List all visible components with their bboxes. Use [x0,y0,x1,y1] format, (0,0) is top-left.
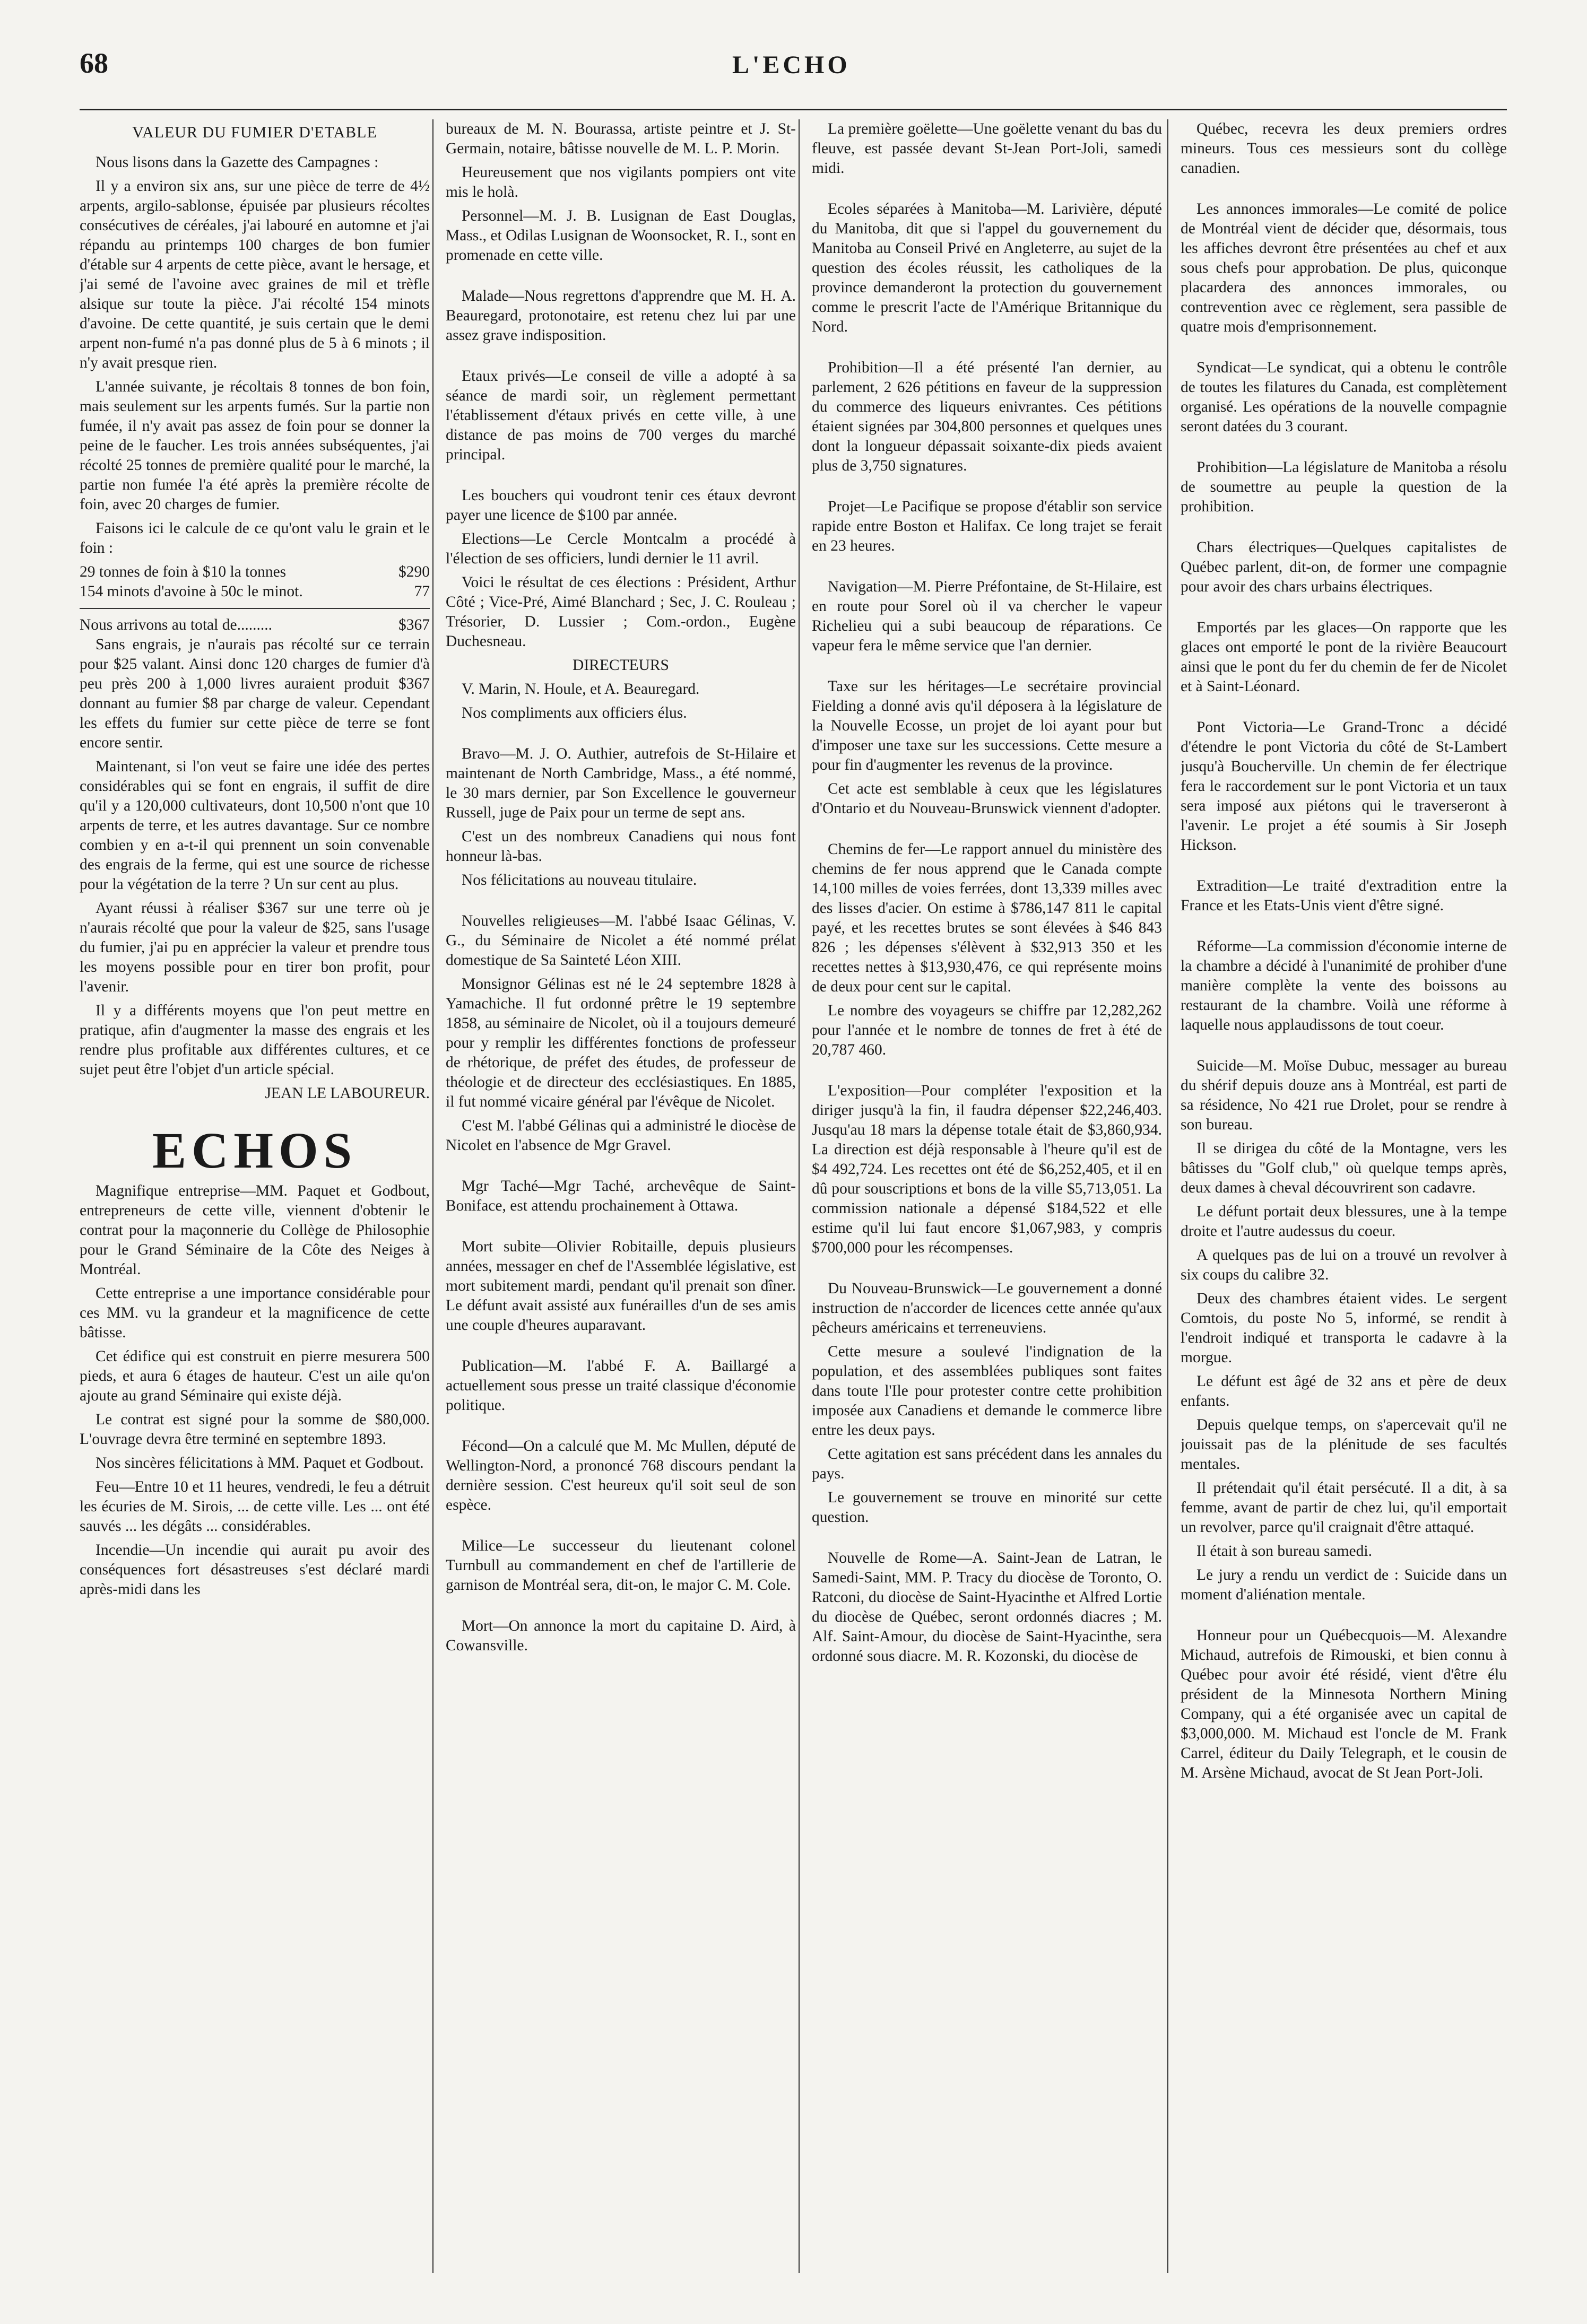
news-item: Personnel—M. J. B. Lusignan de East Douglas, Mass., et Odilas Lusignan de Woonsocket, R. I., sont en promenade en cette ville. [446,207,796,264]
news-item: Le jury a rendu un verdict de : Suicide dans un moment d'aliénation mentale. [1181,1566,1507,1603]
news-item: Emportés par les glaces—On rapporte que les glaces ont emporté le pont de la rivière Beaucourt ainsi que le pont du fer du chemin de fer de Nicolet et à Saint-Léonard. [1181,619,1507,695]
paragraph: Du Nouveau-Brunswick—Le gouvernement a donné instruction de n'accorder de licences cette année qu'aux pêcheurs américains et terreneuviens. [812,1280,1162,1336]
section-title: ECHOS [152,1122,358,1179]
paragraph: Bravo—M. J. O. Authier, autrefois de St-Hilaire et maintenant de North Cambridge, Mass., a été nommé, le 30 mars dernier, par Son Excellence le gouverneur Russell, juge de Paix pour un terme de sept ans. [446,745,796,821]
paragraph: Il se dirigea du côté de la Montagne, vers les bâtisses du "Golf club," où quelque temps après, deux dames à cheval découvrirent son cadavre. [1181,1140,1507,1196]
paragraph: bureaux de M. N. Bourassa, artiste peintre et J. St-Germain, notaire, bâtisse nouvelle de M. L. P. Morin. [446,120,796,157]
paragraph: Magnifique entreprise—MM. Paquet et Godbout, entrepreneurs de cette ville, viennent d'obtenir le contrat pour la maçonnerie du Collège de Philosophie pour le Grand Séminaire de la Côte des Neiges à Montréal. [80,1182,430,1278]
column-divider [799,119,800,2273]
column-4 [1181,119,1507,2284]
news-item: Le gouvernement se trouve en minorité sur cette question. [812,1489,1162,1526]
news-item: La première goëlette—Une goëlette venant du bas du fleuve, est passée devant St-Jean Port-Joli, samedi midi. [812,120,1162,177]
news-item: Pont Victoria—Le Grand-Tronc a décidé d'étendre le pont Victoria du côté de St-Lambert jusqu'à Boucherville. Un chemin de fer électrique fera le raccordement sur le pont Victoria et un taux sera imposé aux piétons qui le traverseront à l'avenir. Le projet a été soumis à Sir Joseph Hickson. [1181,719,1507,854]
paragraph: A quelques pas de lui on a trouvé un revolver à six coups du calibre 32. [1181,1247,1507,1283]
header-rule [80,109,1507,110]
amount-line [80,615,430,635]
page-number: 68 [80,47,108,79]
paragraph: V. Marin, N. Houle, et A. Beauregard. [462,681,700,698]
paragraph: Monsignor Gélinas est né le 24 septembre 1828 à Yamachiche. Il fut ordonné prêtre le 19 septembre 1858, au séminaire de Nicolet, où il a toujours demeuré pour y remplir les différentes fonctions de professeur de rhétorique, de préfet des études, de professeur de théologie et de directeur des ecclésiastiques. En 1885, il fut nommé vicaire général par l'évêque de Nicolet. [446,976,796,1110]
news-item: C'est M. l'abbé Gélinas qui a administré le diocèse de Nicolet en l'absence de Mgr Gravel. [446,1117,796,1154]
news-item: Navigation—M. Pierre Préfontaine, de St-Hilaire, est en route pour Sorel où il va chercher le vapeur Richelieu qui a subi beaucoup de réparations. Ce vapeur fera le même service que l'an dernier. [812,578,1162,654]
paragraph: Depuis quelque temps, on s'apercevait qu'il ne jouissait pas de la plénitude de ses facultés mentales. [1181,1416,1507,1473]
amount-label: 154 minots d'avoine à 50c le minot. [80,583,303,600]
paragraph: Taxe sur les héritages—Le secrétaire provincial Fielding a donné avis qu'il déposera à la législature de la Nouvelle Ecosse, un projet de loi ayant pour but d'imposer une taxe sur les successions. Cette mesure a pour fin d'augmenter les revenus de la province. [812,678,1162,773]
paragraph: Nouvelle de Rome—A. Saint-Jean de Latran, le Samedi-Saint, MM. P. Tracy du diocèse de Toronto, O. Ratconi, du diocèse de Saint-Hyacinthe et Alfred Lortie du diocèse de Québec, seront ordonnés diacres ; M. Alf. Saint-Amour, du diocèse de Saint-Hyacinthe, sera ordonné sous diacre. M. R. Kozonski, du diocèse de [812,1550,1162,1665]
paragraph: Incendie—Un incendie qui aurait pu avoir des conséquences fort désastreuses s'est déclaré mardi après-midi dans les [80,1542,430,1598]
news-item: Mgr Taché—Mgr Taché, archevêque de Saint-Boniface, est attendu prochainement à Ottawa. [446,1178,796,1214]
paragraph: Maintenant, si l'on veut se faire une idée des pertes considérables qui se font en engrais, il suffit de dire qu'il y a 120,000 cultivateurs, dont 10,500 n'ont que 10 arpents de terre, et les autres davantage. Sur ce nombre combien y en a-t-il qui prennent un soin convenable des engrais de la ferme, qui est une source de richesse pour la végétation de la terre ? Un sur cent au plus. [80,758,430,893]
paragraph: Il était à son bureau samedi. [1196,1543,1372,1560]
paragraph: Nous lisons dans la Gazette des Campagnes : [96,154,379,171]
column-divider [1167,119,1168,2273]
article-heading: VALEUR DU FUMIER D'ETABLE [132,124,377,141]
paragraph: Il y a environ six ans, sur une pièce de terre de 4½ arpents, argilo-sablonse, épuisée par plusieurs récoltes consécutives de céréales, j'ai labouré en automne et j'ai répandu au printemps 100 charges de bon fumier d'étable sur 4 arpents de cette pièce, avant le hersage, et j'ai semé de l'avoine avec graines de mil et trèfle alsique sur toute la pièce. J'ai récolté 154 minots d'avoine. De cette quantité, je suis certain que le demi arpent non-fumé n'a pas donné plus de 5 à 6 minots ; il n'y avait presque rien. [80,178,430,371]
amount-label: Nous arrivons au total de......... [80,616,272,633]
paragraph: Sans engrais, je n'aurais pas récolté sur ce terrain pour $25 valant. Ainsi donc 120 charges de fumier d'à peu près 200 à 1,000 livres auraient produit $367 donnant au fumier $8 par charge de valeur. Cependant les effets du fumier sur cette pièce de terre se font encore sentir. [80,636,430,751]
paragraph: Ayant réussi à réaliser $367 sur une terre où je n'aurais récolté que pour la valeur de $25, sans l'usage du fumier, j'ai pu en apprécier la valeur et prendre tous les moyens possible pour en tirer bon profit, pour l'avenir. [80,900,430,995]
news-item: Fécond—On a calculé que M. Mc Mullen, député de Wellington-Nord, a prononcé 768 discours pendant la dernière session. C'est heureux qu'il soit seul de son espèce. [446,1438,796,1513]
news-item: Prohibition—Il a été présenté l'an dernier, au parlement, 2 626 pétitions en faveur de la suppression du commerce des liqueurs enivrantes. Ces pétitions étaient signées par 304,800 personnes et quelques unes dont la longueur dépassait soixante-dix pieds avaient plus de 3,750 signatures. [812,359,1162,474]
paragraph: Le défunt portait deux blessures, une à la tempe droite et l'autre audessus du coeur. [1181,1203,1507,1240]
paragraph: Honneur pour un Québecquois—M. Alexandre Michaud, autrefois de Rimouski, et bien connu à Québec pour avoir été résidé, vient d'être élu président de la Minnesota Northern Mining Company, qui a été organisée avec un capital de $3,000,000. M. Michaud est l'oncle de M. Frank Carrel, éditeur du Daily Telegraph, et le cousin de M. Arsène Michaud, avocat de St Jean Port-Joli. [1181,1627,1507,1781]
signature-line: JEAN LE LABOUREUR. [265,1085,430,1102]
paragraph: Cet édifice qui est construit en pierre mesurera 500 pieds, et aura 6 étages de hauteur. C'est un aile qu'on ajoute au grand Séminaire qui existe déjà. [80,1348,430,1404]
paragraph: Les bouchers qui voudront tenir ces étaux devront payer une licence de $100 par année. [446,487,796,524]
column-divider [432,119,433,2273]
news-item: Prohibition—La législature de Manitoba a résolu de soumettre au peuple la question de la prohibition. [1181,459,1507,515]
news-item: Nos félicitations au nouveau titulaire. [462,872,697,889]
news-item: Malade—Nous regrettons d'apprendre que M. H. A. Beauregard, protonotaire, est retenu chez lui par une assez grave indisposition. [446,288,796,344]
column-3 [812,119,1162,2284]
subheading: DIRECTEURS [573,657,669,674]
paragraph: Il prétendait qu'il était persécuté. Il a dit, à sa femme, avant de partir de chez lui, qu'il emportait un revolver, parce qu'il craignait d'être attaqué. [1181,1479,1507,1536]
paragraph: Elections—Le Cercle Montcalm a procédé à l'élection de ses officiers, lundi dernier le 11 avril. [446,530,796,567]
paragraph: Deux des chambres étaient vides. Le sergent Comtois, du poste No 5, informé, se rendit à l'endroit indiqué et transporta le cadavre à la morgue. [1181,1290,1507,1366]
amount-line [80,562,430,582]
paragraph: Heureusement que nos vigilants pompiers ont vite mis le holà. [446,164,796,201]
news-item: Les annonces immorales—Le comité de police de Montréal vient de décider que, désormais, tous les affiches devront être présentées au chef et aux sous chefs pour approbation. De plus, quiconque placardera des annonces immorales, ou contrevention avec ce règlement, sera passible de quatre mois d'emprisonnement. [1181,201,1507,335]
column-1 [80,119,430,2284]
news-item: Québec, recevra les deux premiers ordres mineurs. Tous ces messieurs sont du collège canadien. [1181,120,1507,177]
news-item: L'exposition—Pour compléter l'exposition et la diriger jusqu'à la fin, il faudra dépenser $22,246,403. Jusqu'au 18 mars la dépense totale était de $3,860,934. La direction est déjà responsable à l'heure qu'il est de $4 492,724. Les recettes ont été de $6,252,405, et il en dû pour souscriptions et bons de la ville $5,713,051. La commission nationale a dépensé $184,522 et elle estime qu'il lui faut encore $1,067,983, y compris $700,000 pour les récompenses. [812,1082,1162,1256]
paragraph: Le contrat est signé pour la somme de $80,000. L'ouvrage devra être terminé en septembre 1893. [80,1411,430,1448]
paragraph: Voici le résultat de ces élections : Président, Arthur Côté ; Vice-Pré, Aimé Blanchard ; Sec, J. C. Rouleau ; Trésorier, D. Lussier ; Com.-ordon., Eugène Duchesneau. [446,574,796,650]
paragraph: Nouvelles religieuses—M. l'abbé Isaac Gélinas, V. G., du Séminaire de Nicolet a été nommé prélat domestique de Sa Sainteté Léon XIII. [446,912,796,969]
paragraph: Nos sincères félicitations à MM. Paquet et Godbout. [96,1455,424,1472]
paragraph: Le défunt est âgé de 32 ans et père de deux enfants. [1181,1373,1507,1409]
paragraph: Feu—Entre 10 et 11 heures, vendredi, le feu a détruit les écuries de M. Sirois, ... de cette ville. Les ... ont été sauvés ... les dégâts ... considérables. [80,1478,430,1535]
news-item: Ecoles séparées à Manitoba—M. Larivière, député du Manitoba, dit que si l'appel du gouvernement du Manitoba au Conseil Privé en Angleterre, au sujet de la question des écoles réussit, les catholiques de la province demanderont la protection du gouvernement comme le prescrit l'acte de l'Amérique Britannique du Nord. [812,201,1162,335]
amount-line [80,582,430,602]
paragraph: Cette entreprise a une importance considérable pour ces MM. vu la grandeur et la magnificence de cette bâtisse. [80,1285,430,1341]
amount-label: 29 tonnes de foin à $10 la tonnes [80,563,287,580]
paragraph: C'est un des nombreux Canadiens qui nous font honneur là-bas. [446,828,796,865]
news-item: Extradition—Le traité d'extradition entre la France et les Etats-Unis vient d'être signé. [1181,877,1507,914]
paragraph: Faisons ici le calcule de ce qu'ont valu le grain et le foin : [80,520,430,556]
column-2 [446,119,796,2284]
amount-value: $290 [398,563,430,580]
amount-value: 77 [414,583,430,600]
newspaper-title: L'ECHO [732,51,851,79]
news-item: Cet acte est semblable à ceux que les législatures d'Ontario et du Nouveau-Brunswick viennent d'adopter. [812,780,1162,817]
paragraph: Cette mesure a soulevé l'indignation de la population, et des assemblées publiques sont faites dans toute l'Ile pour protester contre cette prohibition imposée aux Canadiens et demande le commerce libre entre les deux pays. [812,1343,1162,1439]
page-header [0,0,1587,122]
news-item: Nos compliments aux officiers élus. [462,704,687,721]
paragraph: L'année suivante, je récoltais 8 tonnes de bon foin, mais seulement sur les arpents fumés. Sur la partie non fumée, il n'y avait pas assez de foin pour se donner la peine de le faucher. Les trois années subséquentes, j'ai récolté 25 tonnes de première qualité pour le marché, la partie non fumée l'a été après la première récolte de foin, avec 20 charges de fumier. [80,378,430,513]
paragraph: Mort—On annonce la mort du capitaine D. Aird, à Cowansville. [446,1617,796,1654]
news-item: Etaux privés—Le conseil de ville a adopté à sa séance de mardi soir, un règlement permettant l'établissement d'étaux privés en cette ville, à une distance de pas moins de 700 verges du marché principal. [446,368,796,463]
paragraph: Suicide—M. Moïse Dubuc, messager au bureau du shérif depuis douze ans à Montréal, est parti de sa résidence, No 421 rue Drolet, pour se rendre à son bureau. [1181,1057,1507,1133]
paragraph: Chemins de fer—Le rapport annuel du ministère des chemins de fer nous apprend que le Canada compte 14,100 milles de voies ferrées, dont 13,339 milles avec des lisses d'acier. On estime à $786,147 811 le capital payé, et les recettes brutes se sont élevées à $46 843 826 ; les dépenses s'élèvent à $32,913 350 et les recettes nettes à $13,930,476, ce qui représente moins de deux pour cent sur le capital. [812,841,1162,995]
paragraph: Il y a différents moyens que l'on peut mettre en pratique, afin d'augmenter la masse des engrais et les rendre plus profitable aux différentes cultures, et ce sujet peut être l'objet d'un article spécial. [80,1002,430,1078]
paragraph: Cette agitation est sans précédent dans les annales du pays. [812,1446,1162,1482]
news-item: Chars électriques—Quelques capitalistes de Québec parlent, dit-on, de former une compagnie pour avoir des chars urbains électriques. [1181,539,1507,595]
news-item: Syndicat—Le syndicat, qui a obtenu le contrôle de toutes les filatures du Canada, est complètement organisé. Les opérations de la nouvelle compagnie seront datées du 3 courant. [1181,359,1507,435]
amount-value: $367 [398,616,430,633]
news-item: Réforme—La commission d'économie interne de la chambre a décidé à l'unanimité de prohiber d'une manière complète la vente des boissons au restaurant de la chambre. Voilà une réforme à laquelle nous applaudissons de tout coeur. [1181,938,1507,1033]
sum-rule [80,608,430,609]
news-item: Projet—Le Pacifique se propose d'établir son service rapide entre Boston et Halifax. Ce long trajet se ferait en 23 heures. [812,498,1162,554]
news-item: Milice—Le successeur du lieutenant colonel Turnbull au commandement en chef de l'artillerie de garnison de Montréal sera, dit-on, le major C. M. Cole. [446,1537,796,1594]
news-item: Publication—M. l'abbé F. A. Baillargé a actuellement sous presse un traité classique d'économie politique. [446,1357,796,1414]
news-item: Mort subite—Olivier Robitaille, depuis plusieurs années, messager en chef de l'Assemblée législative, est mort subitement mardi, pendant qu'il prenait son dîner. Le défunt avait assisté aux funérailles d'un de ses amis une couple d'heures auparavant. [446,1238,796,1334]
news-item: Le nombre des voyageurs se chiffre par 12,282,262 pour l'année et le nombre de tonnes de fret à été de 20,787 460. [812,1002,1162,1058]
